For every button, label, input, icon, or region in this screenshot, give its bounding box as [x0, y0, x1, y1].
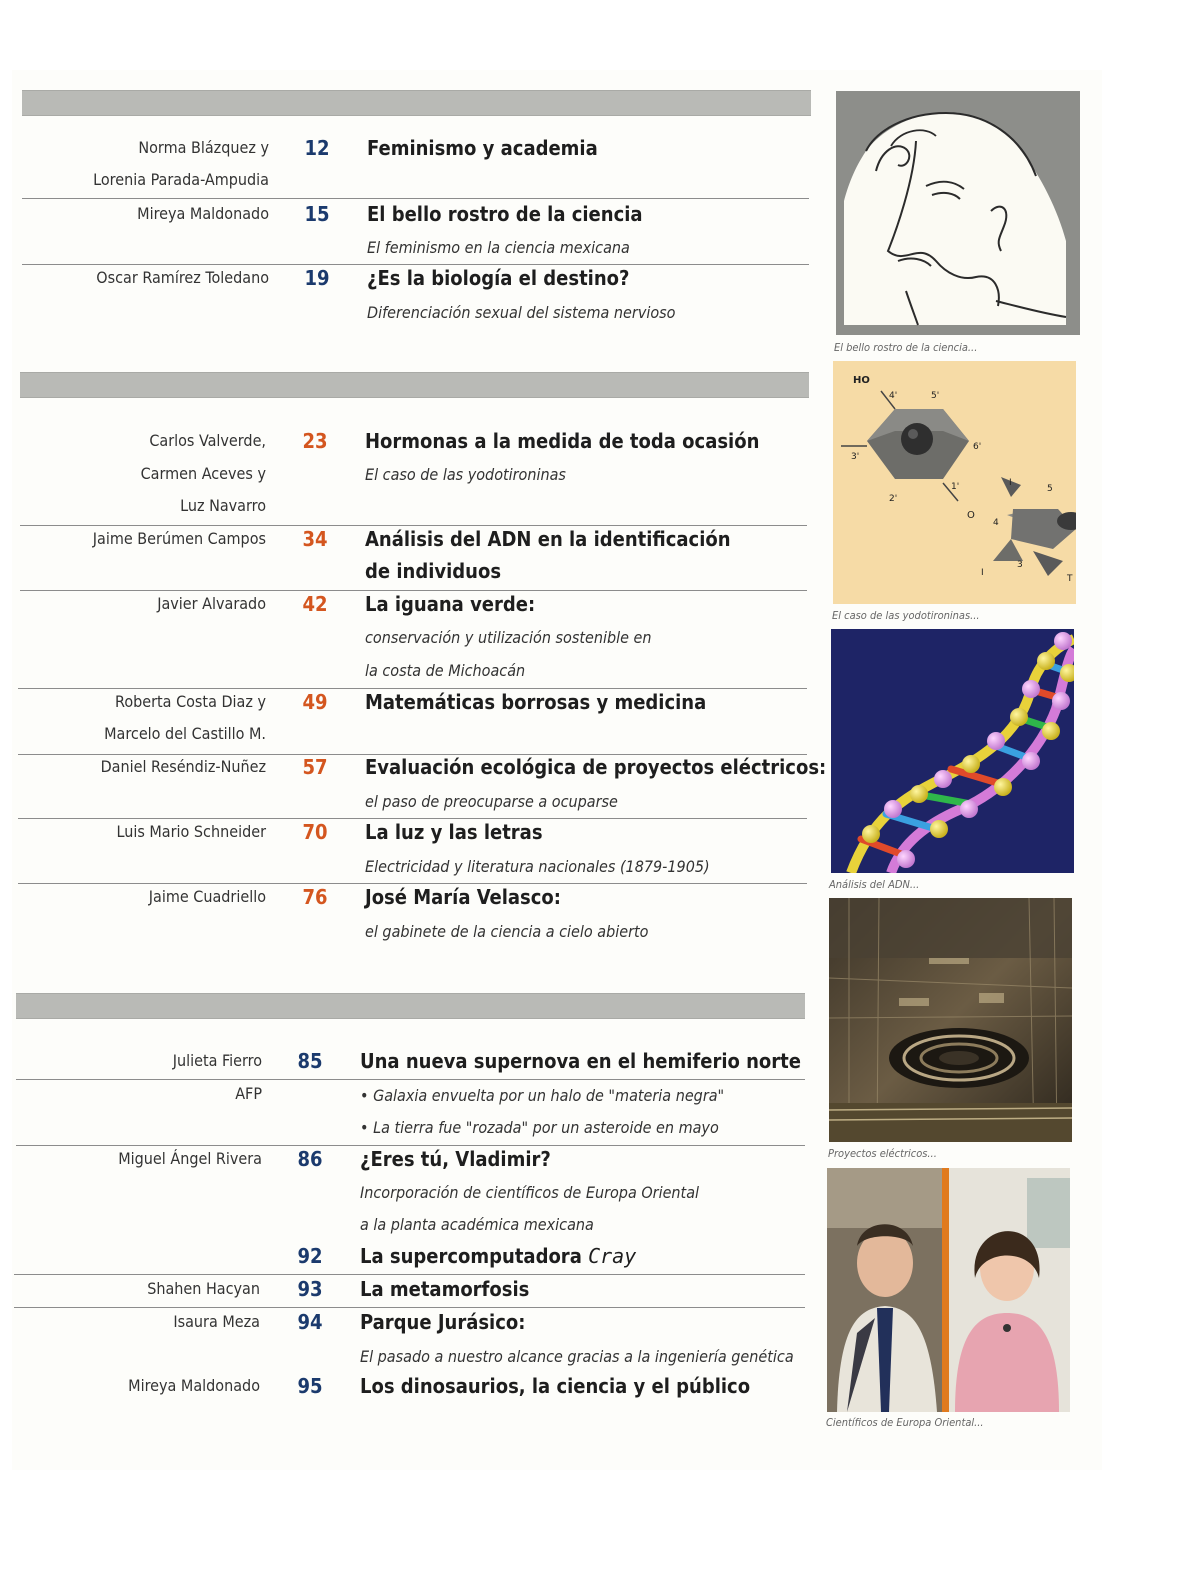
entry-page-number: 86 — [297, 1147, 323, 1171]
entry-author: Shahen Hacyan — [147, 1279, 260, 1298]
entry-title[interactable]: El bello rostro de la ciencia — [367, 202, 643, 226]
entry-title[interactable]: Feminismo y academia — [367, 136, 598, 160]
entry-title[interactable]: Análisis del ADN en la identificación de individuos — [365, 527, 731, 583]
molecule-label: 5 — [1047, 484, 1053, 494]
entry-page-number: 12 — [304, 136, 330, 160]
entry-title[interactable]: ¿Eres tú, Vladimir? — [360, 1147, 551, 1171]
entry-title[interactable]: Matemáticas borrosas y medicina — [365, 690, 707, 714]
entry-page-number: 93 — [297, 1277, 323, 1301]
entry-title-text: La supercomputadora — [360, 1244, 582, 1268]
entry-page-number: 70 — [302, 820, 328, 844]
section-band-2 — [20, 372, 809, 398]
entry-author: Carmen Aceves y — [140, 464, 266, 483]
entry-title[interactable]: Una nueva supernova en el hemiferio norte — [360, 1049, 801, 1073]
entry-page-number: 92 — [297, 1244, 323, 1268]
scientists-photo[interactable] — [827, 1168, 1070, 1412]
entry-title[interactable]: Evaluación ecológica de proyectos eléctricos: — [365, 755, 827, 779]
molecule-label: 2' — [889, 494, 898, 504]
entry-page-number: 76 — [302, 885, 328, 909]
entry-author: Oscar Ramírez Toledano — [96, 268, 269, 287]
molecule-label: HO — [853, 375, 870, 386]
entry-title[interactable]: La metamorfosis — [360, 1277, 530, 1301]
entry-title[interactable]: ¿Es la biología el destino? — [367, 266, 630, 290]
entry-page-number: 23 — [302, 429, 328, 453]
entry-subtitle: conservación y utilización sostenible en — [365, 628, 652, 647]
entry-page-number: 15 — [304, 202, 330, 226]
molecule-label: 5' — [931, 391, 940, 401]
entry-page-number: 85 — [297, 1049, 323, 1073]
molecule-diagram[interactable] — [833, 361, 1076, 604]
entry-subtitle: Diferenciación sexual del sistema nervioso — [367, 303, 676, 322]
molecule-label: O — [967, 510, 975, 521]
scientists-drawing — [827, 1168, 1070, 1412]
entry-author: Mireya Maldonado — [137, 204, 269, 223]
molecule-label: I — [1009, 478, 1012, 488]
entry-title[interactable]: José María Velasco: — [365, 885, 561, 909]
entry-author: Mireya Maldonado — [128, 1376, 260, 1395]
entry-author: Jaime Cuadriello — [148, 887, 266, 906]
entry-author: Luz Navarro — [180, 496, 266, 515]
entry-page-number: 49 — [302, 690, 328, 714]
power-plant-photo[interactable] — [829, 898, 1072, 1142]
face-illustration[interactable] — [836, 91, 1080, 335]
dna-drawing — [831, 629, 1074, 873]
entry-subtitle: • Galaxia envuelta por un halo de "materia negra" — [360, 1086, 725, 1105]
molecule-label: I — [981, 568, 984, 578]
figure-caption: El caso de las yodotironinas... — [832, 609, 980, 622]
entry-subtitle: Electricidad y literatura nacionales (1879-1905) — [365, 857, 710, 876]
figure-caption: Científicos de Europa Oriental... — [826, 1416, 984, 1429]
entry-title[interactable]: Parque Jurásico: — [360, 1310, 526, 1334]
entry-title[interactable]: Los dinosaurios, la ciencia y el público — [360, 1374, 751, 1398]
entry-author: Norma Blázquez y — [138, 138, 269, 157]
entry-title[interactable]: La luz y las letras — [365, 820, 543, 844]
molecule-label: T — [1067, 574, 1073, 584]
figure-caption: Análisis del ADN... — [829, 878, 920, 891]
entry-author: Javier Alvarado — [157, 594, 266, 613]
entry-subtitle: El pasado a nuestro alcance gracias a la ingeniería genética — [360, 1347, 794, 1366]
entry-page-number: 19 — [304, 266, 330, 290]
entry-author: Carlos Valverde, — [149, 431, 266, 450]
entry-author: Jaime Berúmen Campos — [92, 529, 266, 548]
plant-drawing — [829, 898, 1072, 1142]
entry-subtitle: El feminismo en la ciencia mexicana — [367, 238, 630, 257]
entry-author: Julieta Fierro — [172, 1051, 262, 1070]
entry-author: Miguel Ángel Rivera — [118, 1149, 262, 1168]
molecule-label: 3' — [851, 452, 860, 462]
entry-title[interactable] — [360, 1240, 636, 1272]
entry-page-number: 95 — [297, 1374, 323, 1398]
entry-subtitle: a la planta académica mexicana — [360, 1215, 594, 1234]
molecule-label: 4' — [889, 391, 898, 401]
section-band-3 — [16, 993, 805, 1019]
entry-author: Roberta Costa Diaz y — [115, 692, 266, 711]
entry-page-number: 57 — [302, 755, 328, 779]
entry-title[interactable]: Hormonas a la medida de toda ocasión — [365, 429, 760, 453]
dna-image[interactable] — [831, 629, 1074, 873]
entry-subtitle: el paso de preocuparse a ocuparse — [365, 792, 618, 811]
figure-caption: El bello rostro de la ciencia... — [834, 341, 978, 354]
entry-page-number: 34 — [302, 527, 328, 551]
entry-title[interactable]: La iguana verde: — [365, 592, 536, 616]
entry-subtitle: Incorporación de científicos de Europa Oriental — [360, 1183, 700, 1202]
entry-page-number: 42 — [302, 592, 328, 616]
molecule-label: 3 — [1017, 560, 1023, 570]
entry-title-suffix: Cray — [588, 1244, 637, 1268]
entry-author: Luis Mario Schneider — [116, 822, 266, 841]
entry-subtitle: la costa de Michoacán — [365, 661, 526, 680]
molecule-drawing — [833, 361, 1076, 604]
molecule-label: 6' — [973, 442, 982, 452]
figure-caption: Proyectos eléctricos... — [828, 1147, 937, 1160]
entry-subtitle: • La tierra fue "rozada" por un asteroide en mayo — [360, 1118, 719, 1137]
entry-author: Marcelo del Castillo M. — [104, 724, 266, 743]
entry-subtitle: el gabinete de la ciencia a cielo abierto — [365, 922, 649, 941]
entry-author: Isaura Meza — [173, 1312, 260, 1331]
entry-author: AFP — [235, 1084, 262, 1103]
face-drawing — [836, 91, 1080, 335]
entry-author: Daniel Reséndiz-Nuñez — [100, 757, 266, 776]
entry-page-number: 94 — [297, 1310, 323, 1334]
molecule-label: 4 — [993, 518, 999, 528]
molecule-label: 1' — [951, 482, 960, 492]
entry-subtitle: El caso de las yodotironinas — [365, 465, 566, 484]
section-band-1 — [22, 90, 811, 116]
entry-author: Lorenia Parada-Ampudia — [93, 170, 269, 189]
